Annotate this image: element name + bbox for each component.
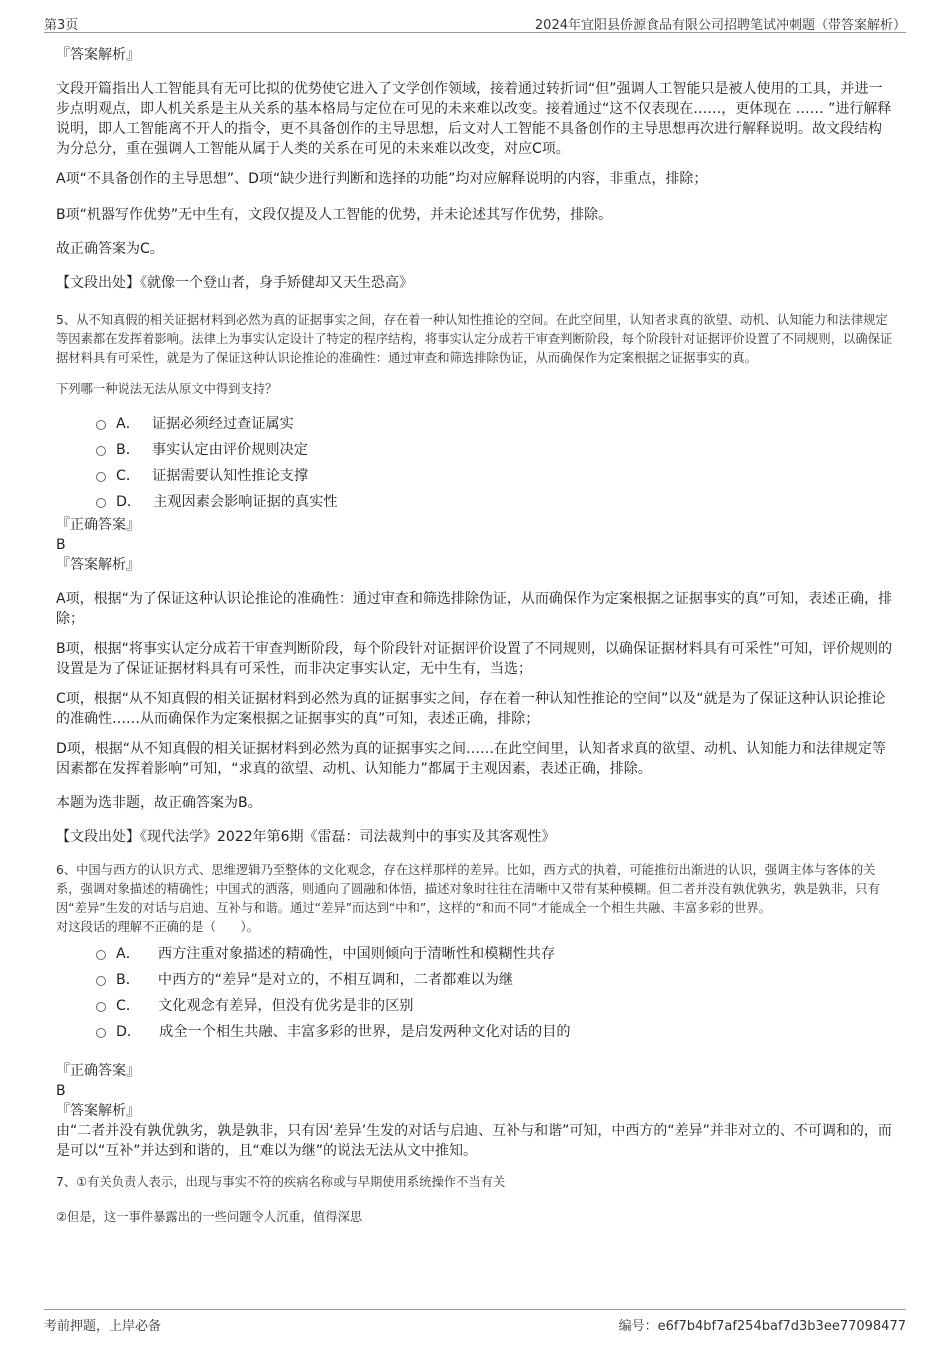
radio-button[interactable] xyxy=(96,420,106,430)
document-title: 2024年宜阳县侨源食品有限公司招聘笔试冲刺题（带答案解析） xyxy=(534,18,906,33)
q4-source: 【文段出处】《就像一个登山者，身手矫健却又天生恐高》 xyxy=(56,275,413,291)
q5-analysis-label: 『答案解析』 xyxy=(56,557,140,573)
q5-source: 【文段出处】《现代法学》2022年第6期《雷磊：司法裁判中的事实及其客观性》 xyxy=(56,829,556,845)
radio-button[interactable] xyxy=(96,472,106,482)
page-header xyxy=(44,12,906,33)
q4-analysis-b: B项“机器写作优势”无中生有，文段仅提及人工智能的优势，并未论述其写作优势，排除。 xyxy=(56,207,613,223)
q5-option-c[interactable]: C． 证据需要认知性推论支撑 xyxy=(56,463,894,489)
radio-button[interactable] xyxy=(96,1028,106,1038)
page-content xyxy=(56,45,894,1227)
q5-analysis-a: A项，根据“为了保证这种认识论推论的准确性：通过审查和筛选排除伪证，从而确保作为定案根据之证据事实的真”可知，表述正确，排除； xyxy=(56,591,893,627)
page-footer xyxy=(44,1309,906,1336)
q5-conclusion: 本题为选非题，故正确答案为B。 xyxy=(56,795,262,811)
q6-option-d[interactable]: D． 成全一个相生共融、丰富多彩的世界，是启发两种文化对话的目的 xyxy=(56,1019,894,1045)
q6-answer-label: 『正确答案』 xyxy=(56,1063,140,1079)
q7-stem: 7、①有关负责人表示，出现与事实不符的疾病名称或与早期使用系统操作不当有关 xyxy=(56,1175,506,1189)
q6-option-c[interactable]: C． 文化观念有差异，但没有优劣是非的区别 xyxy=(56,993,894,1019)
q4-analysis-label: 『答案解析』 xyxy=(56,47,140,63)
q5-answer: B xyxy=(56,537,66,553)
q5-question: 下列哪一种说法无法从原文中得到支持？ xyxy=(56,382,278,396)
radio-button[interactable] xyxy=(96,446,106,456)
q6-option-b[interactable]: B． 中西方的“差异”是对立的，不相互调和，二者都难以为继 xyxy=(56,967,894,993)
q7-line-2: ②但是，这一事件暴露出的一些问题令人沉重，值得深思 xyxy=(56,1210,363,1224)
q6-analysis: 由“二者并没有孰优孰劣，孰是孰非，只有因‘差异’生发的对话与启迪、互补与和谐”可知，中西方的“差异”并非对立的、不可调和的，而是可以“互补”并达到和谐的，且“难以为继”的说法无法从文中推知。 xyxy=(56,1123,892,1159)
radio-button[interactable] xyxy=(96,950,106,960)
q6-stem: 6、中国与西方的认识方式、思维逻辑乃至整体的文化观念，存在这样那样的差异。比如，西方式的执着，可能推衍出渐进的认识，强调主体与客体的关系，强调对象描述的精确性；中国式的洒落，则通向了圆融和体悟，描述对象时往往在清晰中又带有某种模糊。但二者并没有孰优孰劣，孰是孰非，只有因“差异”生发的对话与启迪、互补与和谐。通过“差异”而达到“中和”，这样的“和而不同”才能成全一个相生共融、丰富多彩的世界。 xyxy=(56,863,880,915)
q6-question: 对这段话的理解不正确的是（ ）。 xyxy=(56,920,259,934)
q6-analysis-label: 『答案解析』 xyxy=(56,1103,140,1119)
q5-option-a[interactable]: A． 证据必须经过查证属实 xyxy=(56,411,894,437)
radio-button[interactable] xyxy=(96,976,106,986)
q6-options xyxy=(56,941,894,1045)
q5-option-d[interactable]: D． 主观因素会影响证据的真实性 xyxy=(56,489,894,515)
radio-button[interactable] xyxy=(96,498,106,508)
q4-analysis-ad: A项“不具备创作的主导思想”、D项“缺少进行判断和选择的功能”均对应解释说明的内容，非重点，排除； xyxy=(56,171,708,187)
q6-answer: B xyxy=(56,1083,66,1099)
q5-analysis-d: D项，根据“从不知真假的相关证据材料到必然为真的证据事实之间……在此空间里，认知者求真的欲望、动机、认知能力和法律规定等因素都在发挥着影响”可知，“求真的欲望、动机、认知能力”都属于主观因素，表述正确，排除。 xyxy=(56,741,887,777)
q4-analysis-main: 文段开篇指出人工智能具有无可比拟的优势使它进入了文学创作领域，接着通过转折词“但”强调人工智能只是被人使用的工具，并进一步点明观点，即人机关系是主从关系的基本格局与定位在可见的未来难以改变。接着通过“这不仅表现在……，更体现在 …… ”进行解释说明，即人工智能离不开人的指令，更不具备创作的主导思想，后文对人工智能不具备创作的主导思想再次进行解释说明。故文段结构为分总分，重在强调人工智能从属于人类的关系在可见的未来难以改变，对应C项。 xyxy=(56,81,892,157)
q5-option-b[interactable]: B． 事实认定由评价规则决定 xyxy=(56,437,894,463)
page-number: 第3页 xyxy=(44,18,79,33)
q5-options xyxy=(56,411,894,515)
document-id: 编号：e6f7b4bf7af254baf7d3b3ee77098477 xyxy=(618,1319,906,1334)
q5-answer-label: 『正确答案』 xyxy=(56,517,140,533)
q4-conclusion: 故正确答案为C。 xyxy=(56,241,164,257)
radio-button[interactable] xyxy=(96,1002,106,1012)
q5-stem: 5、从不知真假的相关证据材料到必然为真的证据事实之间，存在着一种认知性推论的空间。在此空间里，认知者求真的欲望、动机、认知能力和法律规定等因素都在发挥着影响。法律上为事实认定设计了特定的程序结构，将事实认定分成若干审查判断阶段，每个阶段针对证据评价设置了不同规则，以确保证据材料具有可采性，就是为了保证这种认识论推论的准确性：通过审查和筛选排除伪证，从而确保作为定案根据之证据事实的真。 xyxy=(56,313,893,365)
q5-analysis-b: B项，根据“将事实认定分成若干审查判断阶段，每个阶段针对证据评价设置了不同规则，以确保证据材料具有可采性”可知，评价规则的设置是为了保证证据材料具有可采性，而非决定事实认定，无中生有，当选； xyxy=(56,641,893,677)
footer-slogan: 考前押题，上岸必备 xyxy=(44,1319,162,1334)
q5-analysis-c: C项，根据“从不知真假的相关证据材料到必然为真的证据事实之间，存在着一种认知性推论的空间”以及“就是为了保证这种认识论推论的准确性……从而确保作为定案根据之证据事实的真”可知，表述正确，排除； xyxy=(56,691,886,727)
q6-option-a[interactable]: A． 西方注重对象描述的精确性，中国则倾向于清晰性和模糊性共存 xyxy=(56,941,894,967)
